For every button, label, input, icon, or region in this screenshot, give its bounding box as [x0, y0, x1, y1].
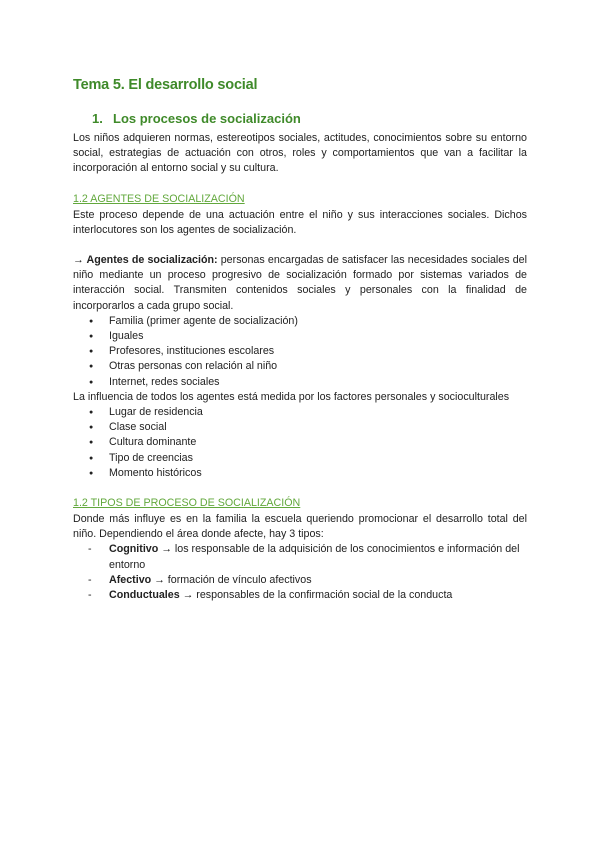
- document-page: [73, 76, 527, 603]
- list-item: ● Clase social: [73, 420, 527, 435]
- agents-definition-text: personas encargadas de satisfacer las necesidades sociales del niño mediante un proceso progresivo de socialización formado por sistemas variados de interacción social. Transmiten contenidos sociales y personales con la finalidad de incorporarlos a cada grupo social.: [73, 254, 528, 312]
- agents-heading: 1.2 AGENTES DE SOCIALIZACIÓN: [73, 192, 245, 205]
- list-item: ● Profesores, instituciones escolares: [73, 344, 527, 359]
- list-item: [73, 588, 527, 603]
- list-item: [73, 542, 527, 572]
- type-description: → responsables de la confirmación social de la conducta: [179, 589, 453, 602]
- agents-definition-label: → Agentes de socialización:: [73, 254, 218, 267]
- process-types-heading: 1.2 TIPOS DE PROCESO DE SOCIALIZACIÓN: [73, 497, 301, 510]
- process-types-paragraph: Donde más influye es en la familia la escuela queriendo promocionar el desarrollo total del niño. Dependiendo el área donde afecte, hay 3 tipos:: [73, 513, 527, 541]
- type-name: Afectivo: [109, 573, 152, 586]
- list-item: [73, 573, 527, 588]
- dash-marker: -: [88, 589, 92, 602]
- list-item: ● Lugar de residencia: [73, 405, 527, 420]
- type-description: → los responsable de la adquisición de los conocimientos e información del entorno: [109, 543, 520, 571]
- type-name: Cognitivo: [109, 543, 159, 556]
- section-heading-text: Los procesos de socialización: [113, 111, 301, 126]
- section-number: 1.: [92, 111, 103, 126]
- influence-paragraph: La influencia de todos los agentes está medida por los factores personales y socioculturales: [73, 390, 510, 403]
- list-item: ● Cultura dominante: [73, 435, 527, 450]
- process-types-list: [73, 542, 527, 603]
- dash-marker: -: [88, 543, 92, 556]
- factors-list: [73, 405, 527, 481]
- dash-marker: -: [88, 573, 92, 586]
- agents-list: [73, 314, 527, 390]
- document-title: Tema 5. El desarrollo social: [73, 77, 258, 93]
- section-heading-socialization-processes: [92, 111, 527, 127]
- type-description: → formación de vínculo afectivos: [151, 573, 312, 586]
- agents-intro-paragraph: Este proceso depende de una actuación entre el niño y sus interacciones sociales. Dichos interlocutores son los agentes de socialización.: [73, 208, 527, 236]
- list-item: ● Momento históricos: [73, 466, 527, 481]
- intro-paragraph: Los niños adquieren normas, estereotipos sociales, actitudes, conocimientos sobre su entorno social, estrategias de actuación con otros, roles y comportamientos que van a facilitar la incorporación al entorno social y su cultura.: [73, 132, 527, 175]
- list-item: ● Internet, redes sociales: [73, 375, 527, 390]
- type-name: Conductuales: [109, 589, 180, 602]
- list-item: ● Familia (primer agente de socialización): [73, 314, 527, 329]
- agents-definition-paragraph: [73, 253, 527, 314]
- list-item: ● Iguales: [73, 329, 527, 344]
- list-item: ● Tipo de creencias: [73, 451, 527, 466]
- list-item: ● Otras personas con relación al niño: [73, 359, 527, 374]
